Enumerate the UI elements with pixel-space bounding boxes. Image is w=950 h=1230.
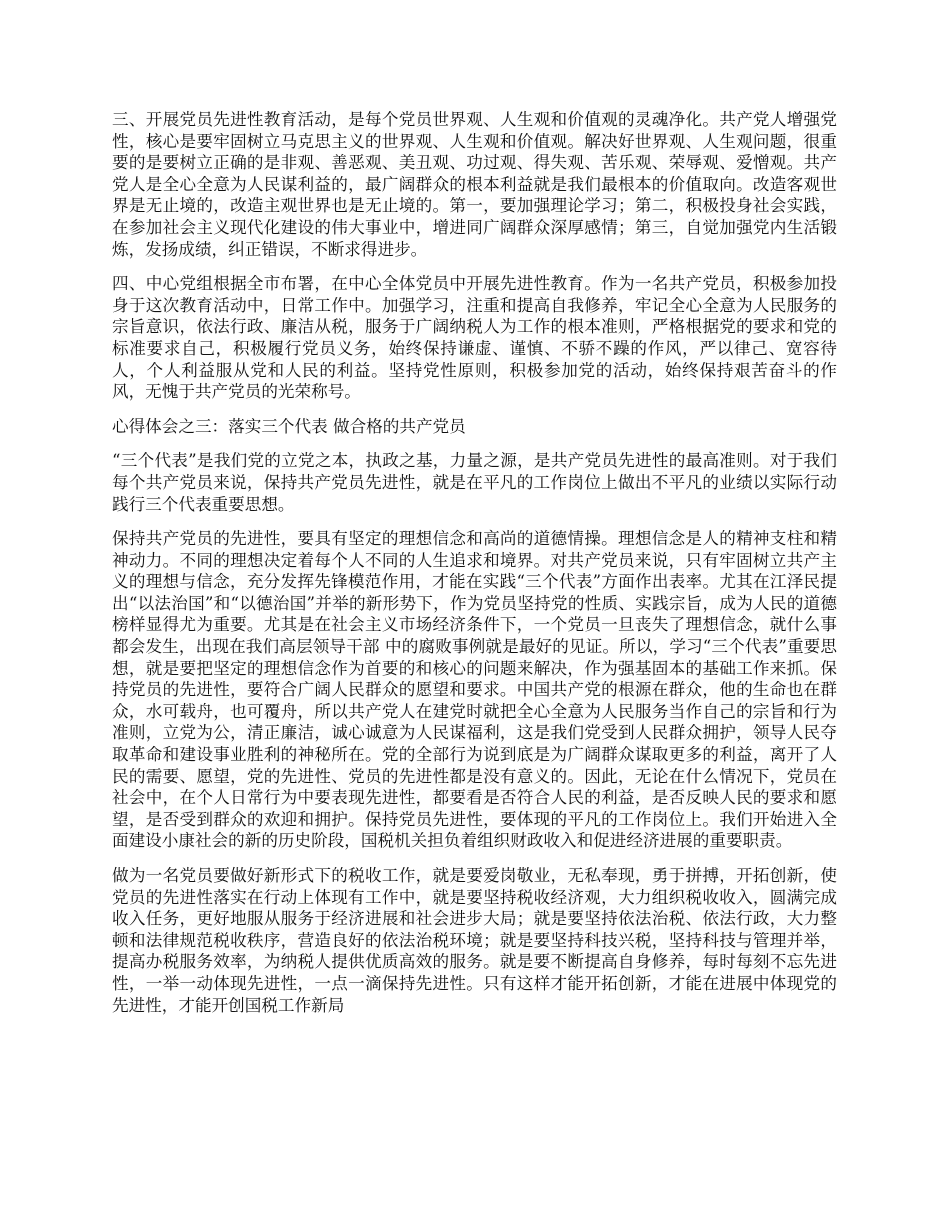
document-body: [112, 109, 837, 1029]
paragraph-three-represents: “三个代表”是我们党的立党之本，执政之基，力量之源，是共产党员先进性的最高准则。对于我们每个共产党员来说，保持共产党员先进性，就是在平凡的工作岗位上做出不平凡的业绩以实际行动践行三个代表重要思想。: [112, 451, 837, 514]
paragraph-tax-work: 做为一名党员要做好新形式下的税收工作，就是要爱岗敬业，无私奉现，勇于拼搏，开拓创新，使党员的先进性落实在行动上体现有工作中，就是要坚持税收经济观，大力组织税收收入，圆满完成收入任务，更好地服从服务于经济进展和社会进步大局；就是要坚持依法治税、依法行政，大力整顿和法律规范税收秩序，营造良好的依法治税环境；就是要坚持科技兴税，坚持科技与管理并举，提高办税服务效率，为纳税人提供优质高效的服务。就是要不断提高自身修养，每时每刻不忘先进性，一举一动体现先进性，一点一滴保持先进性。只有这样才能开拓创新，才能在进展中体现党的先进性，才能开创国税工作新局: [112, 866, 837, 1015]
paragraph-advanced-nature: 保持共产党员的先进性，要具有坚定的理想信念和高尚的道德情操。理想信念是人的精神支柱和精神动力。不同的理想决定着每个人不同的人生追求和境界。对共产党员来说，只有牢固树立共产主义的理想与信念，充分发挥先锋模范作用，才能在实践“三个代表”方面作出表率。尤其在江泽民提出“以法治国”和“以德治国”并举的新形势下，作为党员坚持党的性质、实践宗旨，成为人民的道德榜样显得尤为重要。尤其是在社会主义市场经济条件下，一个党员一旦丧失了理想信念，就什么事都会发生，出现在我们高层领导干部 中的腐败事例就是最好的见证。所以，学习“三个代表”重要思想，就是要把坚定的理想信念作为首要的和核心的问题来解决，作为强基固本的基础工作来抓。保持党员的先进性，要符合广阔人民群众的愿望和要求。中国共产党的根源在群众，他的生命也在群众，水可载舟，也可覆舟，所以共产党人在建党时就把全心全意为人民服务当作自己的宗旨和行为准则，立党为公，清正廉洁，诚心诚意为人民谋福利，这是我们党受到人民群众拥护，领导人民夺取革命和建设事业胜利的神秘所在。党的全部行为说到底是为广阔群众谋取更多的利益，离开了人民的需要、愿望，党的先进性、党员的先进性都是没有意义的。因此，无论在什么情况下，党员在社会中，在个人日常行为中要表现先进性，都要看是否符合人民的利益，是否反映人民的要求和愿望，是否受到群众的欢迎和拥护。保持党员先进性，要体现的平凡的工作岗位上。我们开始进入全面建设小康社会的新的历史阶段，国税机关担负着组织财政收入和促进经济进展的重要职责。: [112, 529, 837, 851]
section-heading: 心得体会之三：落实三个代表 做合格的共产党员: [112, 416, 466, 436]
paragraph-three: 三、开展党员先进性教育活动，是每个党员世界观、人生观和价值观的灵魂净化。共产党人增强党性，核心是要牢固树立马克思主义的世界观、人生观和价值观。解决好世界观、人生观问题，很重要的是要树立正确的是非观、善恶观、美丑观、功过观、得失观、苦乐观、荣辱观、爱憎观。共产党人是全心全意为人民谋利益的，最广阔群众的根本利益就是我们最根本的价值取向。改造客观世界是无止境的，改造主观世界也是无止境的。第一，要加强理论学习；第二，积极投身社会实践，在参加社会主义现代化建设的伟大事业中，增进同广阔群众深厚感情；第三，自觉加强党内生活锻炼，发扬成绩，纠正错误，不断求得进步。: [112, 110, 837, 259]
paragraph-four: 四、中心党组根据全市布署，在中心全体党员中开展先进性教育。作为一名共产党员，积极参加投身于这次教育活动中，日常工作中。加强学习，注重和提高自我修养，牢记全心全意为人民服务的宗旨意识，依法行政、廉洁从税，服务于广阔纳税人为工作的根本准则，严格根据党的要求和党的标准要求自己，积极履行党员义务，始终保持谦虚、谨慎、不骄不躁的作风，严以律己、宽容待人，个人利益服从党和人民的利益。坚持党性原则，积极参加党的活动，始终保持艰苦奋斗的作风，无愧于共产党员的光荣称号。: [112, 274, 837, 402]
